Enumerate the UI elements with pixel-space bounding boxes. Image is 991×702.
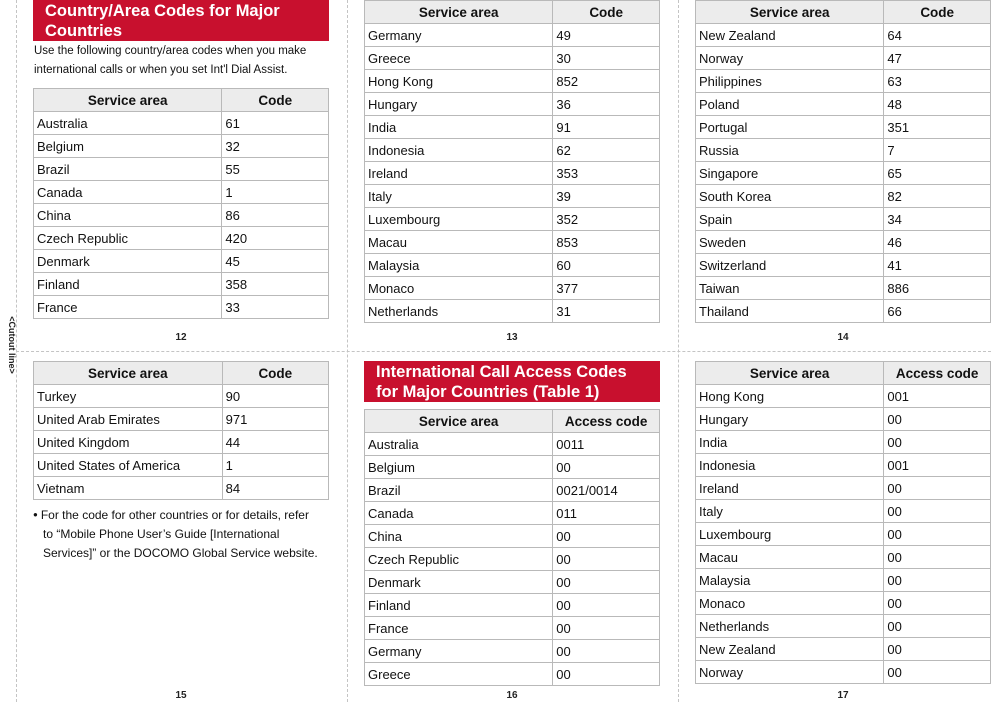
code-cell: 00 xyxy=(553,548,660,571)
table-row xyxy=(696,116,991,139)
table-row xyxy=(365,24,660,47)
table-row xyxy=(365,640,660,663)
code-cell: 00 xyxy=(553,663,660,686)
table-row xyxy=(34,296,329,319)
service-area-cell: Greece xyxy=(365,47,553,70)
page-13 xyxy=(364,0,660,323)
service-area-cell: Denmark xyxy=(365,571,553,594)
table-row xyxy=(696,592,991,615)
code-cell: 00 xyxy=(553,525,660,548)
service-area-cell: Denmark xyxy=(34,250,222,273)
service-area-cell: Ireland xyxy=(696,477,884,500)
service-area-cell: Philippines xyxy=(696,70,884,93)
table-row xyxy=(696,231,991,254)
service-area-cell: Ireland xyxy=(365,162,553,185)
code-cell: 86 xyxy=(222,204,329,227)
table-row xyxy=(365,663,660,686)
service-area-cell: Germany xyxy=(365,24,553,47)
code-cell: 41 xyxy=(884,254,991,277)
code-cell: 00 xyxy=(884,661,991,684)
service-area-cell: Luxembourg xyxy=(696,523,884,546)
cutout-line-horizontal xyxy=(16,351,991,352)
page-number: 12 xyxy=(175,332,187,343)
code-cell: 44 xyxy=(222,431,328,454)
table-row xyxy=(365,525,660,548)
table-row xyxy=(696,615,991,638)
access-code-table xyxy=(695,361,991,684)
code-cell: 55 xyxy=(222,158,329,181)
code-cell: 352 xyxy=(553,208,660,231)
code-cell: 00 xyxy=(884,592,991,615)
service-area-cell: Poland xyxy=(696,93,884,116)
column-header-code: Code xyxy=(222,89,329,112)
code-cell: 0021/0014 xyxy=(553,479,660,502)
table-row xyxy=(696,185,991,208)
code-cell: 00 xyxy=(553,594,660,617)
code-cell: 47 xyxy=(884,47,991,70)
table-row xyxy=(365,139,660,162)
code-cell: 64 xyxy=(884,24,991,47)
table-header-row xyxy=(696,1,991,24)
service-area-cell: Portugal xyxy=(696,116,884,139)
intro-text: Use the following country/area codes when you make international calls or when you set Int'l Dial Assist. xyxy=(34,45,307,76)
column-header-code: Code xyxy=(553,1,660,24)
code-cell: 00 xyxy=(884,638,991,661)
code-cell: 00 xyxy=(884,615,991,638)
code-cell: 00 xyxy=(553,640,660,663)
code-cell: 49 xyxy=(553,24,660,47)
cutout-line-vertical-1 xyxy=(347,0,348,702)
code-cell: 377 xyxy=(553,277,660,300)
service-area-cell: Sweden xyxy=(696,231,884,254)
table-row xyxy=(365,571,660,594)
service-area-cell: Greece xyxy=(365,663,553,686)
table-row xyxy=(34,431,329,454)
country-code-table xyxy=(695,0,991,323)
note-line-2: to “Mobile Phone User’s Guide [International xyxy=(43,527,280,541)
service-area-cell: Hungary xyxy=(365,93,553,116)
cutout-line-vertical-2 xyxy=(678,0,679,702)
page-17 xyxy=(695,361,991,684)
page-number: 14 xyxy=(837,332,849,343)
page-number: 13 xyxy=(506,332,518,343)
service-area-cell: South Korea xyxy=(696,185,884,208)
service-area-cell: Hong Kong xyxy=(365,70,553,93)
code-cell: 353 xyxy=(553,162,660,185)
code-cell: 61 xyxy=(222,112,329,135)
table-row xyxy=(696,408,991,431)
country-code-table xyxy=(33,88,329,319)
code-cell: 971 xyxy=(222,408,328,431)
service-area-cell: China xyxy=(365,525,553,548)
bullet-icon: ● xyxy=(33,510,38,519)
table-row xyxy=(34,250,329,273)
code-cell: 91 xyxy=(553,116,660,139)
column-header-code: Code xyxy=(884,1,991,24)
service-area-cell: Czech Republic xyxy=(34,227,222,250)
table-row xyxy=(365,47,660,70)
table-row xyxy=(34,158,329,181)
code-cell: 00 xyxy=(884,477,991,500)
service-area-cell: Brazil xyxy=(34,158,222,181)
page-16 xyxy=(364,361,660,686)
page-number: 17 xyxy=(837,690,849,701)
service-area-cell: Czech Republic xyxy=(365,548,553,571)
service-area-cell: India xyxy=(365,116,553,139)
table-row xyxy=(365,594,660,617)
service-area-cell: Switzerland xyxy=(696,254,884,277)
table-row xyxy=(365,502,660,525)
table-row xyxy=(696,385,991,408)
code-cell: 33 xyxy=(222,296,329,319)
column-header-service-area: Service area xyxy=(365,410,553,433)
table-row xyxy=(365,456,660,479)
column-header-service-area: Service area xyxy=(34,89,222,112)
table-row xyxy=(34,273,329,296)
service-area-cell: Belgium xyxy=(365,456,553,479)
section-title: International Call Access Codes for Major Countries (Table 1) xyxy=(364,361,660,402)
service-area-cell: Finland xyxy=(365,594,553,617)
cutout-label: <Cutout line> xyxy=(7,316,17,374)
code-cell: 00 xyxy=(553,617,660,640)
table-row xyxy=(365,479,660,502)
table-row xyxy=(34,204,329,227)
service-area-cell: Hong Kong xyxy=(696,385,884,408)
table-row xyxy=(696,93,991,116)
code-cell: 45 xyxy=(222,250,329,273)
table-row xyxy=(365,433,660,456)
service-area-cell: New Zealand xyxy=(696,24,884,47)
table-row xyxy=(34,112,329,135)
service-area-cell: Australia xyxy=(365,433,553,456)
code-cell: 62 xyxy=(553,139,660,162)
service-area-cell: New Zealand xyxy=(696,638,884,661)
service-area-cell: Belgium xyxy=(34,135,222,158)
code-cell: 82 xyxy=(884,185,991,208)
code-cell: 66 xyxy=(884,300,991,323)
table-row xyxy=(34,227,329,250)
code-cell: 63 xyxy=(884,70,991,93)
note-line-1: For the code for other countries or for details, refer xyxy=(40,508,309,522)
code-cell: 00 xyxy=(884,546,991,569)
code-cell: 001 xyxy=(884,385,991,408)
code-cell: 7 xyxy=(884,139,991,162)
code-cell: 30 xyxy=(553,47,660,70)
table-row xyxy=(696,454,991,477)
code-cell: 0011 xyxy=(553,433,660,456)
table-row xyxy=(696,500,991,523)
code-cell: 34 xyxy=(884,208,991,231)
code-cell: 1 xyxy=(222,454,328,477)
table-row xyxy=(365,93,660,116)
table-row xyxy=(365,116,660,139)
country-code-table xyxy=(33,361,329,500)
page-12 xyxy=(33,0,329,319)
service-area-cell: France xyxy=(34,296,222,319)
table-header-row xyxy=(34,362,329,385)
service-area-cell: Germany xyxy=(365,640,553,663)
service-area-cell: Monaco xyxy=(365,277,553,300)
service-area-cell: Macau xyxy=(365,231,553,254)
table-row xyxy=(365,548,660,571)
service-area-cell: Malaysia xyxy=(365,254,553,277)
code-cell: 39 xyxy=(553,185,660,208)
table-row xyxy=(365,231,660,254)
service-area-cell: Australia xyxy=(34,112,222,135)
code-cell: 420 xyxy=(222,227,329,250)
code-cell: 011 xyxy=(553,502,660,525)
table-row xyxy=(696,569,991,592)
table-row xyxy=(696,661,991,684)
code-cell: 001 xyxy=(884,454,991,477)
table-row xyxy=(34,408,329,431)
code-cell: 32 xyxy=(222,135,329,158)
code-cell: 90 xyxy=(222,385,328,408)
code-cell: 351 xyxy=(884,116,991,139)
service-area-cell: Norway xyxy=(696,661,884,684)
service-area-cell: Canada xyxy=(34,181,222,204)
code-cell: 00 xyxy=(884,500,991,523)
note-line-3: Services]” or the DOCOMO Global Service website. xyxy=(43,546,318,560)
service-area-cell: Luxembourg xyxy=(365,208,553,231)
table-row xyxy=(365,254,660,277)
column-header-access-code: Access code xyxy=(884,362,991,385)
table-row xyxy=(696,477,991,500)
service-area-cell: Vietnam xyxy=(34,477,223,500)
code-cell: 00 xyxy=(884,523,991,546)
table-row xyxy=(696,70,991,93)
table-row xyxy=(696,208,991,231)
code-cell: 31 xyxy=(553,300,660,323)
table-row xyxy=(365,70,660,93)
service-area-cell: Netherlands xyxy=(365,300,553,323)
code-cell: 46 xyxy=(884,231,991,254)
service-area-cell: Norway xyxy=(696,47,884,70)
page-15 xyxy=(33,361,329,563)
table-row xyxy=(696,546,991,569)
table-row xyxy=(365,185,660,208)
service-area-cell: Indonesia xyxy=(365,139,553,162)
service-area-cell: Italy xyxy=(365,185,553,208)
service-area-cell: Monaco xyxy=(696,592,884,615)
service-area-cell: Canada xyxy=(365,502,553,525)
code-cell: 853 xyxy=(553,231,660,254)
table-header-row xyxy=(365,1,660,24)
service-area-cell: Turkey xyxy=(34,385,223,408)
table-row xyxy=(696,431,991,454)
service-area-cell: Hungary xyxy=(696,408,884,431)
service-area-cell: United Arab Emirates xyxy=(34,408,223,431)
table-row xyxy=(696,162,991,185)
service-area-cell: Indonesia xyxy=(696,454,884,477)
column-header-service-area: Service area xyxy=(696,362,884,385)
table-row xyxy=(34,181,329,204)
column-header-service-area: Service area xyxy=(34,362,223,385)
table-row xyxy=(365,617,660,640)
table-row xyxy=(696,47,991,70)
service-area-cell: United States of America xyxy=(34,454,223,477)
table-row xyxy=(696,139,991,162)
page-number: 16 xyxy=(506,690,518,701)
table-row xyxy=(365,162,660,185)
service-area-cell: Italy xyxy=(696,500,884,523)
column-header-service-area: Service area xyxy=(696,1,884,24)
service-area-cell: France xyxy=(365,617,553,640)
column-header-code: Code xyxy=(222,362,328,385)
table-row xyxy=(365,277,660,300)
service-area-cell: Taiwan xyxy=(696,277,884,300)
code-cell: 48 xyxy=(884,93,991,116)
service-area-cell: Malaysia xyxy=(696,569,884,592)
table-row xyxy=(34,385,329,408)
service-area-cell: Spain xyxy=(696,208,884,231)
service-area-cell: Brazil xyxy=(365,479,553,502)
column-header-service-area: Service area xyxy=(365,1,553,24)
table-row xyxy=(365,300,660,323)
code-cell: 00 xyxy=(553,571,660,594)
code-cell: 65 xyxy=(884,162,991,185)
code-cell: 852 xyxy=(553,70,660,93)
code-cell: 358 xyxy=(222,273,329,296)
code-cell: 60 xyxy=(553,254,660,277)
service-area-cell: Netherlands xyxy=(696,615,884,638)
table-header-row xyxy=(34,89,329,112)
code-cell: 886 xyxy=(884,277,991,300)
service-area-cell: Macau xyxy=(696,546,884,569)
table-row xyxy=(696,300,991,323)
table-row xyxy=(365,208,660,231)
service-area-cell: Russia xyxy=(696,139,884,162)
table-row xyxy=(696,24,991,47)
table-row xyxy=(34,135,329,158)
service-area-cell: Thailand xyxy=(696,300,884,323)
table-row xyxy=(696,254,991,277)
code-cell: 00 xyxy=(553,456,660,479)
table-header-row xyxy=(365,410,660,433)
section-title: Country/Area Codes for Major Countries xyxy=(33,0,329,41)
code-cell: 84 xyxy=(222,477,328,500)
service-area-cell: China xyxy=(34,204,222,227)
code-cell: 00 xyxy=(884,408,991,431)
service-area-cell: Singapore xyxy=(696,162,884,185)
country-code-table xyxy=(364,0,660,323)
page-14 xyxy=(695,0,991,323)
code-cell: 36 xyxy=(553,93,660,116)
table-header-row xyxy=(696,362,991,385)
code-cell: 00 xyxy=(884,431,991,454)
reference-note xyxy=(33,505,329,563)
page-number: 15 xyxy=(175,690,187,701)
access-code-table xyxy=(364,409,660,686)
table-row xyxy=(696,277,991,300)
code-cell: 00 xyxy=(884,569,991,592)
table-row xyxy=(696,638,991,661)
table-row xyxy=(34,454,329,477)
service-area-cell: Finland xyxy=(34,273,222,296)
table-row xyxy=(34,477,329,500)
service-area-cell: United Kingdom xyxy=(34,431,223,454)
code-cell: 1 xyxy=(222,181,329,204)
column-header-access-code: Access code xyxy=(553,410,660,433)
service-area-cell: India xyxy=(696,431,884,454)
table-row xyxy=(696,523,991,546)
